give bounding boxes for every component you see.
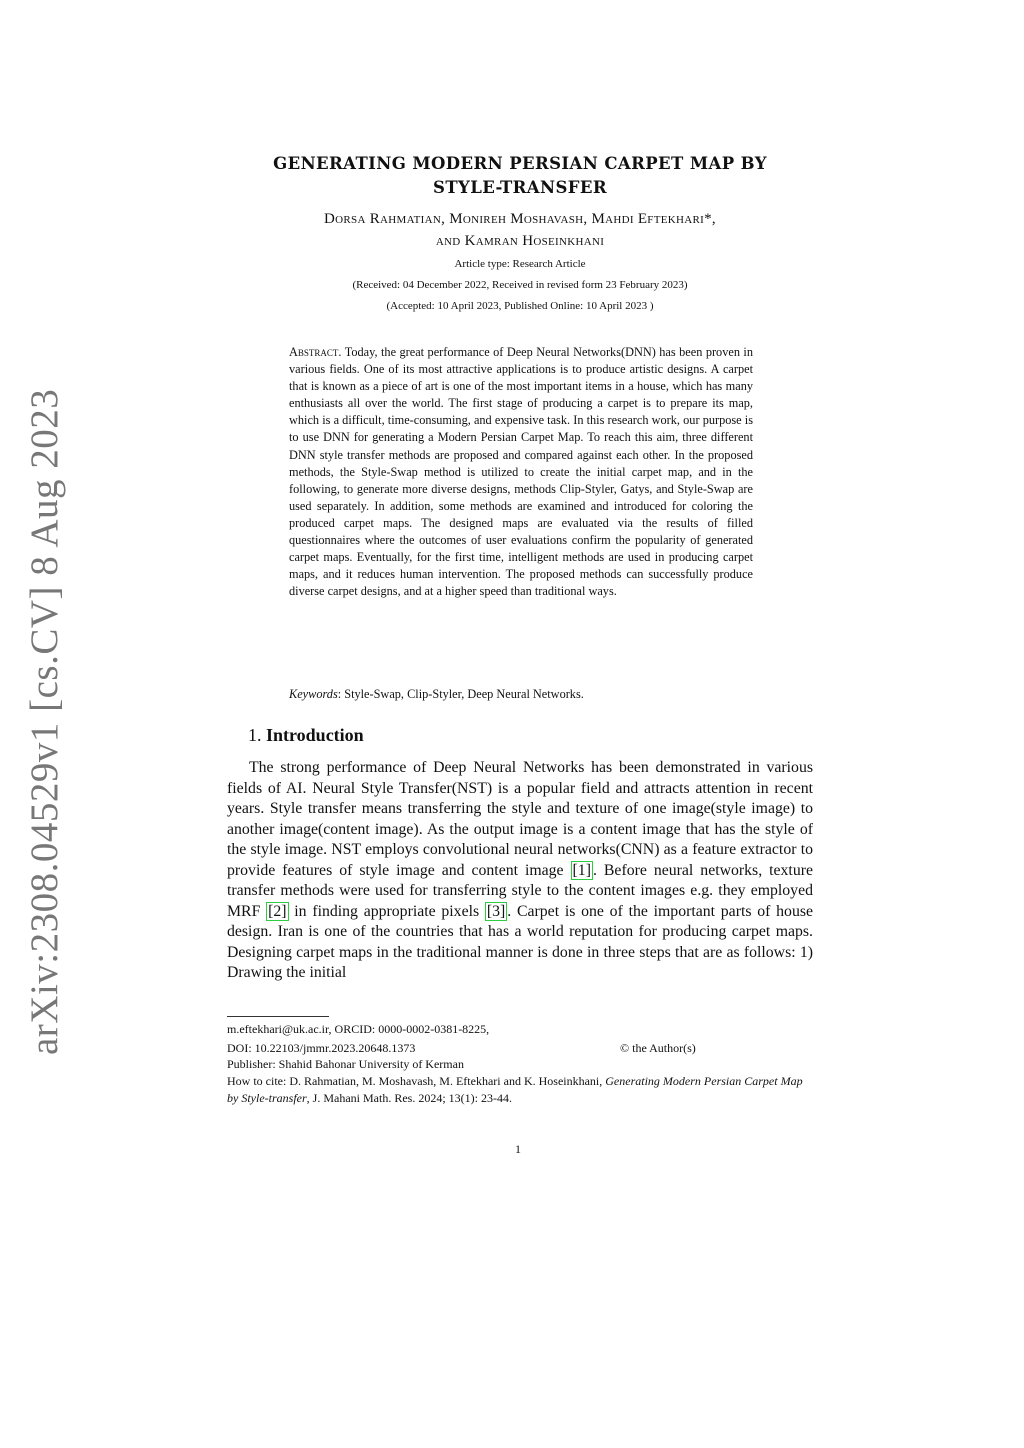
- paper-title: GENERATING MODERN PERSIAN CARPET MAP BY STYLE-TRANSFER: [273, 154, 767, 197]
- intro-text-3: in finding appropriate pixels: [288, 902, 485, 920]
- authors: [240, 208, 800, 252]
- intro-text-4: . Carpet is one of the important parts of house design. Iran is one of the countries that has a world reputation for producing carpet maps. Designing carpet maps in the traditional manner is done in three steps that are as follows: 1) Drawing the initial: [227, 902, 813, 981]
- citation-link-1[interactable]: [1]: [572, 861, 591, 879]
- keywords-label: Keywords: [289, 687, 338, 701]
- footnote-email: m.eftekhari@uk.ac.ir, ORCID: 0000-0002-0381-8225,: [227, 1022, 490, 1036]
- section-heading: [248, 725, 364, 746]
- accepted-dates: (Accepted: 10 April 2023, Published Online: 10 April 2023 ): [386, 300, 654, 312]
- intro-text-2: . Before neural networks, texture transfer methods were used for transferring style to the content images e.g. they employed MRF: [227, 861, 813, 920]
- intro-text-1: The strong performance of Deep Neural Networks has been demonstrated in various fields of AI. Neural Style Transfer(NST) is a popular field and attracts attention in recent years. Style transfer means transferring the style and texture of one image(style image) to another image(content image). As the output image is a content image that has the style of the style image. NST employs convolutional neural networks(CNN) as a feature extractor to provide features of style image and content image: [227, 759, 813, 879]
- how-to-cite: [227, 1073, 813, 1107]
- section-title: Introduction: [266, 725, 364, 745]
- abstract-text: Today, the great performance of Deep Neural Networks(DNN) has been proven in various fields. One of its most attractive applications is to produce artistic designs. A carpet that is known as a piece of art is one of the most important items in a house, which has many enthusiasts all over the world. The first stage of producing a carpet is to prepare its map, which is a difficult, time-consuming, and expensive task. In this research work, our purpose is to use DNN for generating a Modern Persian Carpet Map. To reach this aim, three different DNN style transfer methods are proposed and compared against each other. In the proposed methods, the Style-Swap method is utilized to create the initial carpet map, and in the following, to generate more diverse designs, methods Clip-Styler, Gatys, and Style-Swap are used separately. In addition, some methods are examined and introduced for coloring the produced carpet maps. The designed maps are evaluated via the results of filled questionnaires where the outcomes of user evaluations confirm the popularity of generated carpet maps. Eventually, for the first time, intelligent methods are used in producing carpet maps, and it reduces human intervention. The proposed methods can successfully produce diverse carpet designs, and at a higher speed than traditional ways.: [289, 345, 753, 599]
- cite-prefix: How to cite: D. Rahmatian, M. Moshavash, M. Eftekhari and K. Hoseinkhani,: [227, 1074, 606, 1088]
- citation-link-2[interactable]: [2]: [268, 902, 287, 920]
- cite-suffix: , J. Mahani Math. Res. 2024; 13(1): 23-44.: [306, 1091, 512, 1105]
- section-number: 1.: [248, 725, 262, 745]
- citation-link-3[interactable]: [3]: [486, 902, 506, 920]
- abstract-label: Abstract.: [289, 345, 342, 359]
- footnote-doi: DOI: 10.22103/jmmr.2023.20648.1373: [227, 1041, 416, 1055]
- keywords: [289, 687, 584, 702]
- abstract: [289, 344, 753, 600]
- arxiv-identifier[interactable]: arXiv:2308.04529v1 [cs.CV] 8 Aug 2023: [23, 388, 66, 1055]
- cite-title: Generating Modern Persian Carpet Map by Style-transfer: [227, 1074, 803, 1105]
- footnote-divider: [227, 1016, 329, 1017]
- authors-line-2: and Kamran Hoseinkhani: [435, 233, 605, 249]
- introduction-paragraph: [227, 758, 813, 984]
- authors-line-1: Dorsa Rahmatian, Monireh Moshavash, Mahdi Eftekhari*,: [324, 211, 716, 227]
- page-number: 1: [515, 1142, 521, 1156]
- received-dates: (Received: 04 December 2022, Received in revised form 23 February 2023): [352, 279, 688, 291]
- copyright-notice: © the Author(s): [620, 1041, 696, 1055]
- keywords-text: : Style-Swap, Clip-Styler, Deep Neural Networks.: [337, 687, 584, 701]
- article-type: Article type: Research Article: [454, 258, 586, 270]
- footnote-publisher: Publisher: Shahid Bahonar University of Kerman: [227, 1057, 464, 1071]
